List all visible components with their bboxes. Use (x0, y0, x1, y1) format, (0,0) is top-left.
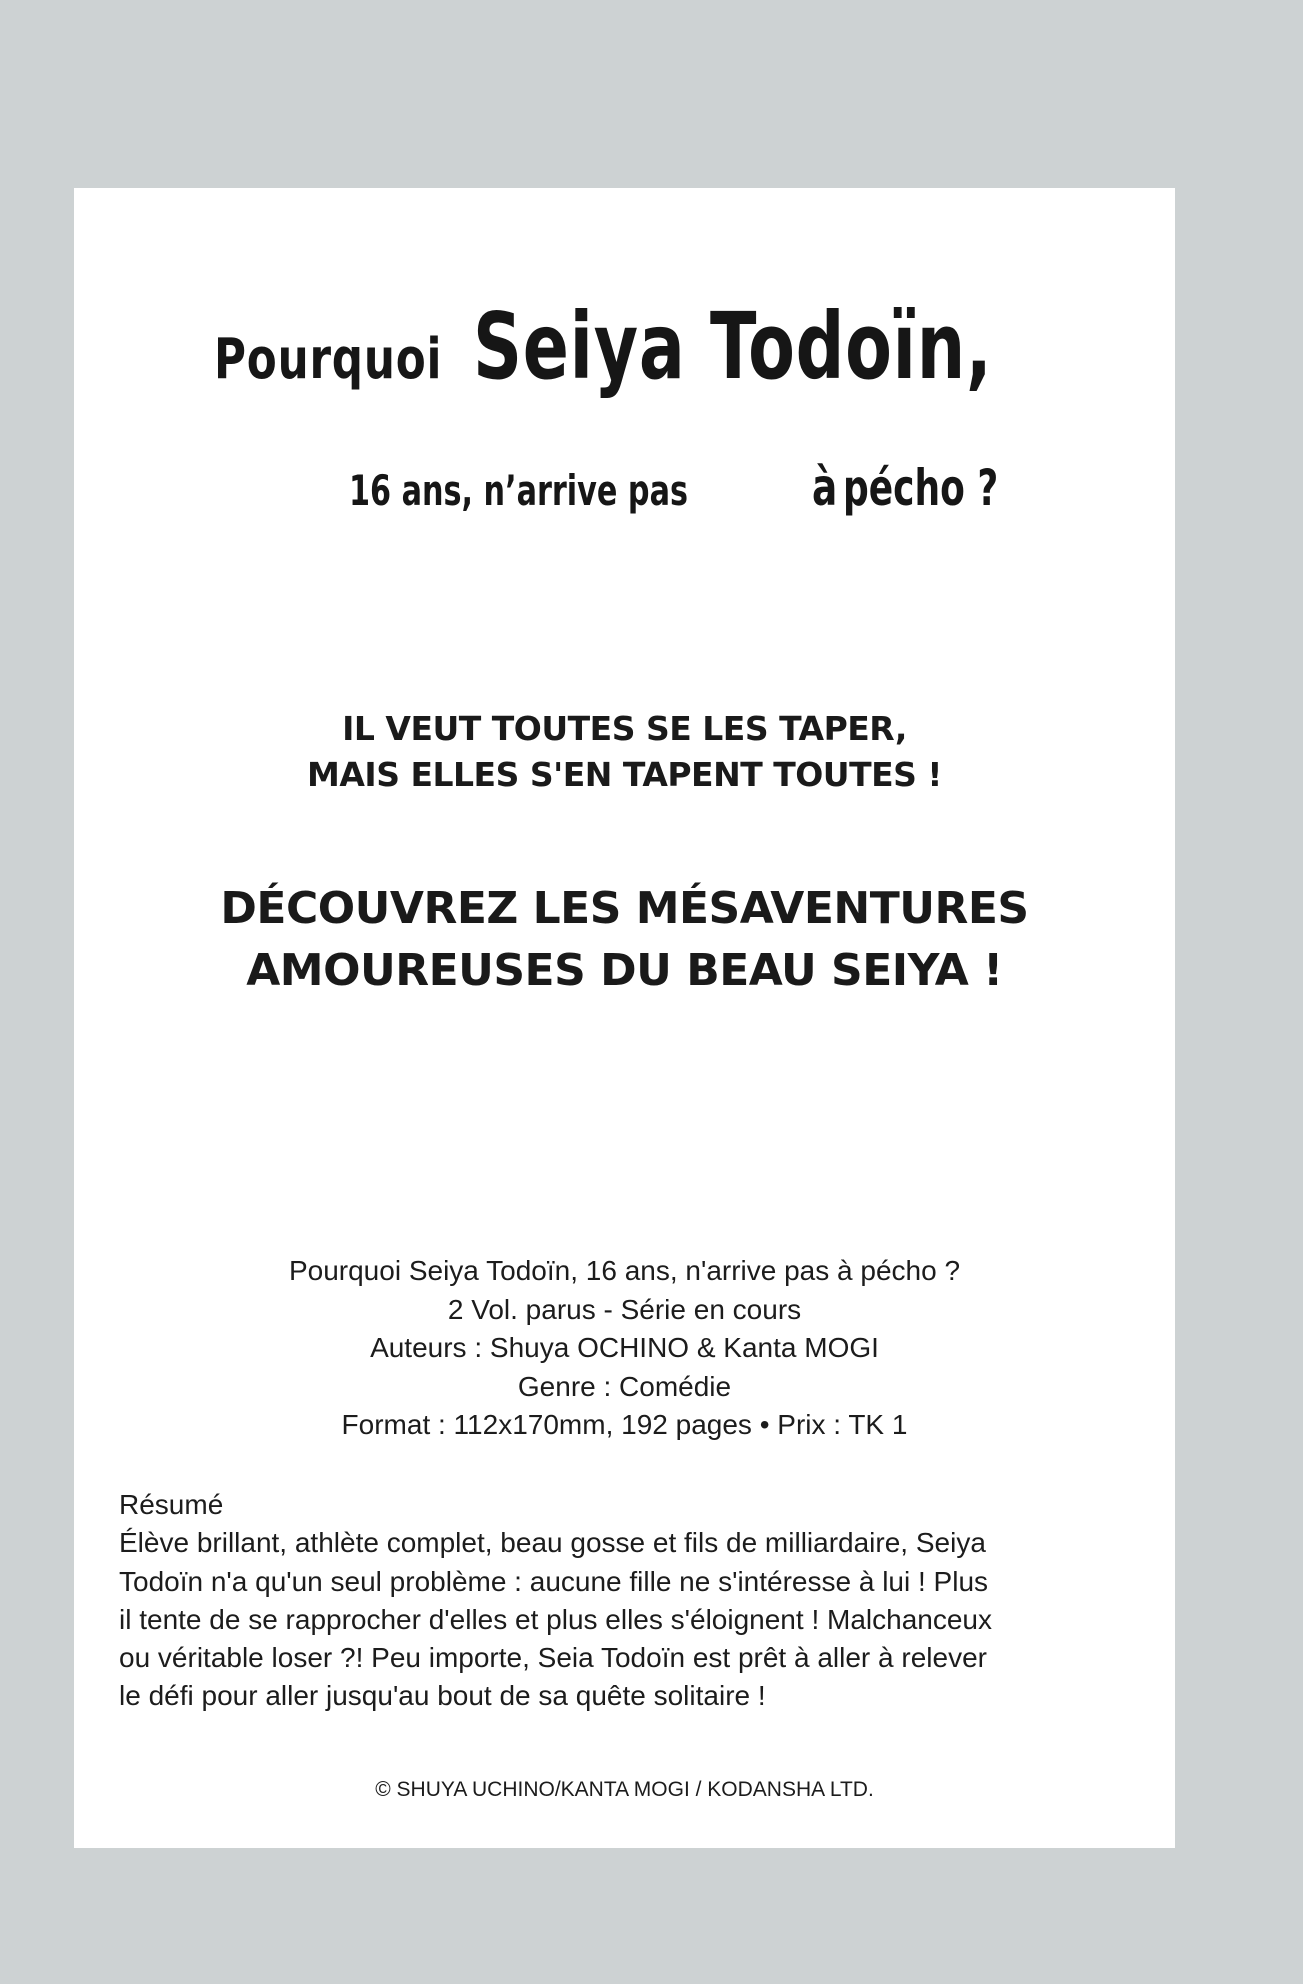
logo-title-line2 (349, 458, 1059, 518)
summary-line: Todoïn n'a qu'un seul problème : aucune fille ne s'intéresse à lui ! Plus (119, 1565, 989, 1597)
tagline-secondary-line2: AMOUREUSES DU BEAU SEIYA ! (246, 945, 1003, 996)
tagline-primary (74, 706, 1175, 798)
book-info (74, 1252, 1175, 1445)
series-logo (74, 188, 1175, 528)
info-format: Format : 112x170mm, 192 pages • Prix : TK 1 (341, 1409, 908, 1440)
summary-heading: Résumé (119, 1489, 224, 1520)
info-genre: Genre : Comédie (517, 1370, 732, 1402)
back-cover-card (74, 188, 1175, 1848)
tagline-primary-line2: MAIS ELLES S'EN TAPENT TOUTES ! (307, 755, 942, 794)
logo-subtitle-b: à (811, 458, 838, 518)
info-title: Pourquoi Seiya Todoïn, 16 ans, n'arrive pas à pécho ? (288, 1255, 961, 1286)
logo-word-pourquoi: Pourquoi (214, 327, 443, 392)
logo-title-line1 (214, 293, 1175, 400)
summary (119, 1486, 1139, 1716)
tagline-secondary (74, 878, 1175, 1002)
summary-line: Élève brillant, athlète complet, beau gosse et fils de milliardaire, Seiya (119, 1527, 986, 1559)
logo-subtitle-c: pécho ? (842, 459, 999, 517)
summary-line: le défi pour aller jusqu'au bout de sa quête solitaire ! (119, 1680, 766, 1712)
tagline-primary-line1: IL VEUT TOUTES SE LES TAPER, (342, 709, 907, 748)
info-authors: Auteurs : Shuya OCHINO & Kanta MOGI (370, 1332, 879, 1363)
tagline-secondary-line1: DÉCOUVREZ LES MÉSAVENTURES (220, 883, 1029, 934)
info-volumes: 2 Vol. parus - Série en cours (447, 1293, 802, 1325)
logo-word-seiya-todoin: Seiya Todoïn, (473, 293, 993, 400)
summary-line: il tente de se rapprocher d'elles et plus elles s'éloignent ! Malchanceux (119, 1603, 992, 1635)
summary-line: ou véritable loser ?! Peu importe, Seia Todoïn est prêt à aller à relever (119, 1642, 987, 1674)
logo-subtitle-a: 16 ans, n’arrive pas (349, 466, 688, 515)
copyright-notice: © SHUYA UCHINO/KANTA MOGI / KODANSHA LTD. (375, 1778, 874, 1801)
